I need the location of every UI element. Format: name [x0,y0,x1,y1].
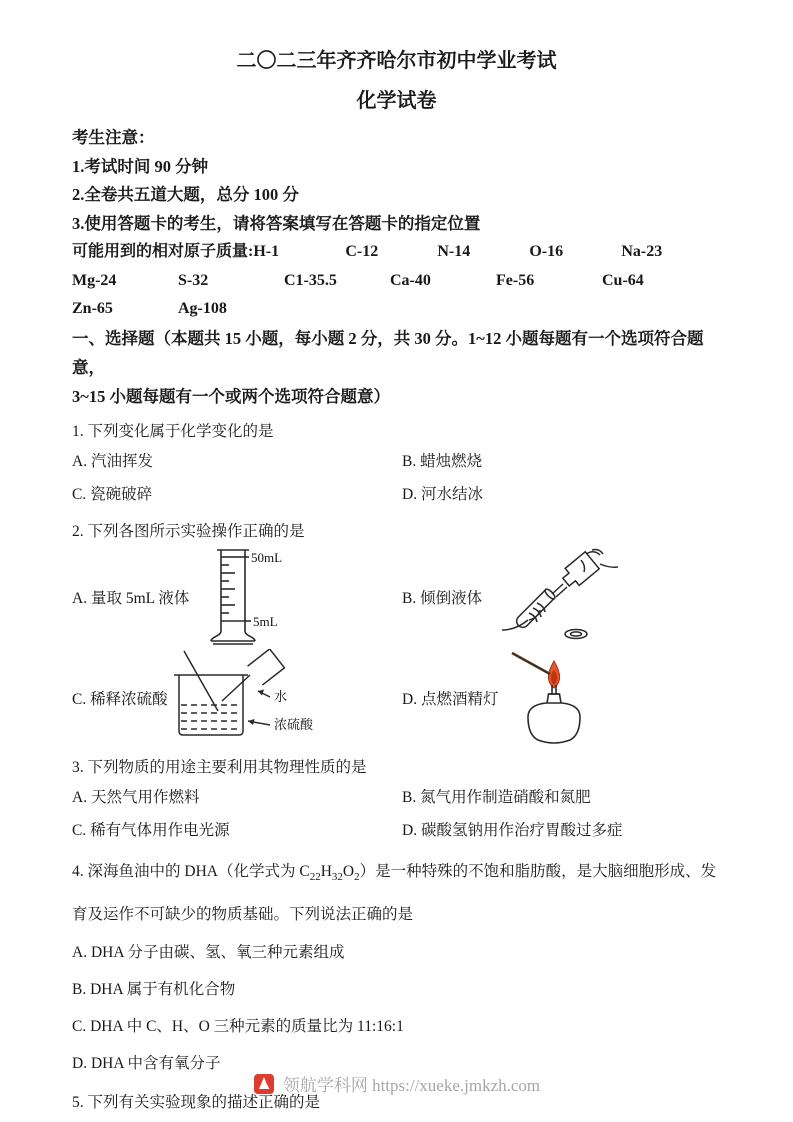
graduated-cylinder-figure [195,547,295,647]
cylinder-volume-label: 5mL [253,613,278,629]
stem-text: 4. 深海鱼油中的 DHA（化学式为 [72,862,300,880]
question-1-stem: 1. 下列变化属于化学变化的是 [72,422,274,440]
pouring-liquid-figure [488,548,638,646]
question-4-stem [72,853,721,934]
formula-subscript: 2 [354,870,360,883]
option-4a: A. DHA 分子由碳、氢、氧三种元素组成 [72,943,345,961]
notice-item-1: 1.考试时间 90 分钟 [72,156,209,176]
option-3d: D. 碳酸氢钠用作治疗胃酸过多症 [402,821,623,839]
question-1-options [72,445,721,511]
question-2-row-cd [72,649,721,747]
option-2a [72,547,402,647]
page-title: 二〇二三年齐齐哈尔市初中学业考试 [236,50,557,72]
formula-subscript: 22 [309,870,321,883]
option-3a: A. 天然气用作燃料 [72,788,200,806]
option-2c [72,649,402,747]
question-5-stem: 5. 下列有关实验现象的描述正确的是 [72,1093,321,1111]
question-3-stem: 3. 下列物质的用途主要利用其物理性质的是 [72,758,367,776]
atomic-mass-value: H-1 [253,243,280,260]
cylinder-capacity-label: 50mL [251,549,283,565]
atomic-mass-value: C1-35.5 [284,271,337,289]
option-3c: C. 稀有气体用作电光源 [72,821,230,839]
xueke-logo-icon [253,1073,275,1095]
acid-dilution-figure [174,649,334,747]
atomic-mass-value: C-12 [345,243,379,260]
option-2b [402,548,721,646]
footer-text: 领航学科网 https://xueke.jmkzh.com [282,1076,541,1095]
alcohol-lamp-figure [504,649,604,747]
atomic-mass-value: Na-23 [621,243,663,260]
question-2-row-ab [72,547,721,647]
atomic-mass-row-3 [72,295,721,324]
concentrated-acid-label: 浓硫酸 [273,716,313,732]
formula-subscript: 32 [331,870,343,883]
atomic-mass-label: 可能用到的相对原子质量: [72,243,254,260]
option-4b: B. DHA 属于有机化合物 [72,980,236,998]
water-label: 水 [273,688,287,704]
page-subtitle: 化学试卷 [356,90,437,112]
footer-watermark [0,1071,793,1096]
atomic-mass-value: N-14 [437,243,471,260]
option-1d: D. 河水结冰 [402,485,483,503]
notice-item-2: 2.全卷共五道大题，总分 100 分 [72,185,299,204]
atomic-mass-value: Cu-64 [602,271,644,289]
atomic-mass-value: Mg-24 [72,271,117,289]
formula-element: O [342,862,355,880]
option-2d-label: D. 点燃酒精灯 [402,690,499,708]
option-4c: C. DHA 中 C、H、O 三种元素的质量比为 11:16:1 [72,1017,404,1035]
atomic-mass-value: Fe-56 [496,271,535,289]
option-1a: A. 汽油挥发 [72,452,153,470]
atomic-mass-value: S-32 [178,271,209,289]
atomic-mass-value: Ca-40 [390,271,431,289]
option-3b: B. 氮气用作制造硝酸和氮肥 [402,788,591,806]
atomic-mass-value: Zn-65 [72,300,113,317]
notice-item-3: 3.使用答题卡的考生，请将答案填写在答题卡的指定位置 [72,213,481,233]
atomic-mass-row-1 [72,238,721,267]
option-2c-label: C. 稀释浓硫酸 [72,690,168,708]
option-2b-label: B. 倾倒液体 [402,589,483,607]
option-4d: D. DHA 中含有氧分子 [72,1054,221,1072]
atomic-mass-value: Ag-108 [178,300,227,317]
stem-text: ）是一种特殊的不饱和脂肪酸，是大脑细胞形成、发育及运作不可缺少的物质基础。下列说法正确的是 [72,862,717,923]
atomic-mass-row-2 [72,267,721,296]
option-1b: B. 蜡烛燃烧 [402,452,483,470]
notice-heading: 考生注意： [72,128,155,147]
option-1c: C. 瓷碗破碎 [72,485,153,503]
atomic-mass-value: O-16 [529,243,564,260]
question-3-options [72,781,721,847]
section-1-heading-line-2: 3~15 小题每题有一个或两个选项符合题意） [72,386,390,406]
option-2a-label: A. 量取 5mL 液体 [72,589,190,607]
option-2d [402,649,721,747]
section-1-heading-line-1: 一、选择题（本题共 15 小题，每小题 2 分，共 30 分。1~12 小题每题有一个选项符合题意， [72,328,704,377]
formula-element: C [299,862,310,880]
formula-element: H [320,862,332,880]
question-2-stem: 2. 下列各图所示实验操作正确的是 [72,522,305,540]
